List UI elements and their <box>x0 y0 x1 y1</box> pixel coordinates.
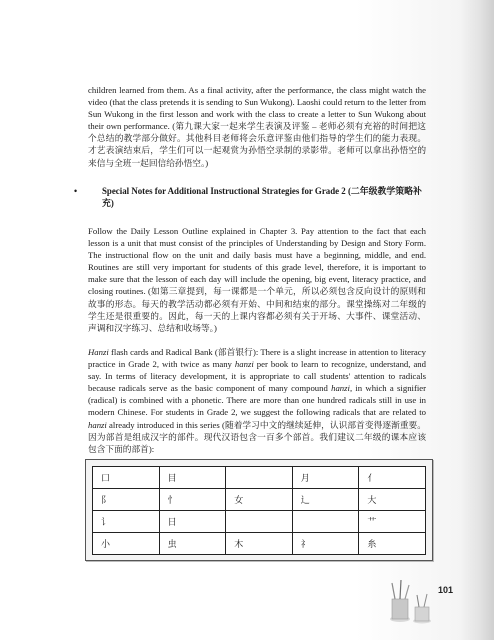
page-number: 101 <box>438 585 454 595</box>
radical-cell: 艹 <box>359 511 426 533</box>
radical-cell: 木 <box>226 533 293 555</box>
art-supplies-illustration-icon <box>386 575 446 625</box>
paragraph-2: Follow the Daily Lesson Outline explained in Chapter 3. Pay attention to the fact that each lesson is a unit that must consist of the principles of Understanding by Design and Story Form. The instructional flow on the unit and daily basis must have a beginning, middle, and end. Routines are still very important for students of this grade level, therefore, it is important to make sure that the lesson of each day will include the opening, big event, literacy practice, and closing routines. (如第三章提到，每一课都是一个单元，所以必须包含反向设计的原则和故事的形态。每天的教学活动都必须有开始、中间和结束的部分。课堂操练对二年级的学生还是很重要的。因此，每一天的上课内容都必须有关于开场、大事件、课堂活动、声调和汉字练习、总结和收场等。) <box>88 226 426 333</box>
radical-cell: 大 <box>359 489 426 511</box>
section-heading <box>74 185 428 210</box>
paragraph-3-part-c: , in which a signifier (radical) is combined with a phonetic. There are more than one hundred radicals still in use in modern Chinese. For students in Grade 2, we suggest the following radicals that are related to <box>88 383 427 418</box>
paragraph-3-part-b: per book to learn to recognize, understand, and say. In terms of literacy development, it is appropriate to call students' attention to radicals because radicals serve as the basic component of many compound <box>88 359 426 394</box>
radical-cell <box>226 511 293 533</box>
radical-cell: 口 <box>93 467 160 489</box>
table-row <box>93 489 426 511</box>
hanzi-term: hanzi <box>88 419 107 430</box>
radical-cell: 目 <box>159 467 226 489</box>
radical-cell: 辶 <box>292 489 359 511</box>
radical-cell: 忄 <box>159 489 226 511</box>
radical-cell <box>292 511 359 533</box>
table-row <box>93 511 426 533</box>
radical-cell: 阝 <box>93 489 160 511</box>
hanzi-term: hanzi <box>234 359 254 370</box>
bullet-icon: • <box>74 186 78 196</box>
radical-cell: 虫 <box>159 533 226 555</box>
radicals-table <box>92 466 426 555</box>
table-row <box>93 533 426 555</box>
page-curl-shadow <box>460 0 494 640</box>
hanzi-term: Hanzi <box>88 347 109 357</box>
paragraph-1: children learned from them. As a final activity, after the performance, the class might watch the video (that the class pretends it is sending to Sun Wukong). Laoshi could return to the letter from Sun Wukong in the first lesson and work with the class to create a letter to Sun Wukong about their own performance. (第九课大家一起来学生表演及评鉴 – 老师必须有充裕的时间把这个总结的教学部分做好。其他科目老师将会乐意评鉴由他们指导的学生们的能力表现。才艺表演结束后，学生们可以一起观赏为孙悟空录制的录影带。老师可以拿出孙悟空的来信与全班一起回信给孙悟空。) <box>88 85 426 168</box>
radical-cell: 女 <box>226 489 293 511</box>
radical-cell: 亻 <box>359 467 426 489</box>
paragraph-3 <box>88 346 426 455</box>
paragraph-3-part-d: already introduced in this series (随着学习中文的继续延伸，认识部首变得逐渐重要。因为部首是组成汉字的部件。现代汉语包含一百多个部首。我们建议二年级的课本应该包含下面的部首): <box>88 419 426 454</box>
section-heading-text: Special Notes for Additional Instructional Strategies for Grade 2 (二年级教学策略补充) <box>102 186 422 209</box>
radical-cell: 糸 <box>359 533 426 555</box>
radical-cell: 月 <box>292 467 359 489</box>
hanzi-term: hanzi <box>331 383 350 394</box>
table-row <box>93 467 426 489</box>
radicals-table-frame <box>85 459 433 561</box>
radical-cell: 日 <box>159 511 226 533</box>
radical-cell <box>226 467 293 489</box>
radical-cell: 讠 <box>93 511 160 533</box>
radical-cell: 小 <box>93 533 160 555</box>
radical-cell: 礻 <box>292 533 359 555</box>
paragraph-3-part-a: flash cards and Radical Bank (部首银行): There is a slight increase in attention to literacy practice in Grade 2, with twice as many <box>88 347 426 370</box>
